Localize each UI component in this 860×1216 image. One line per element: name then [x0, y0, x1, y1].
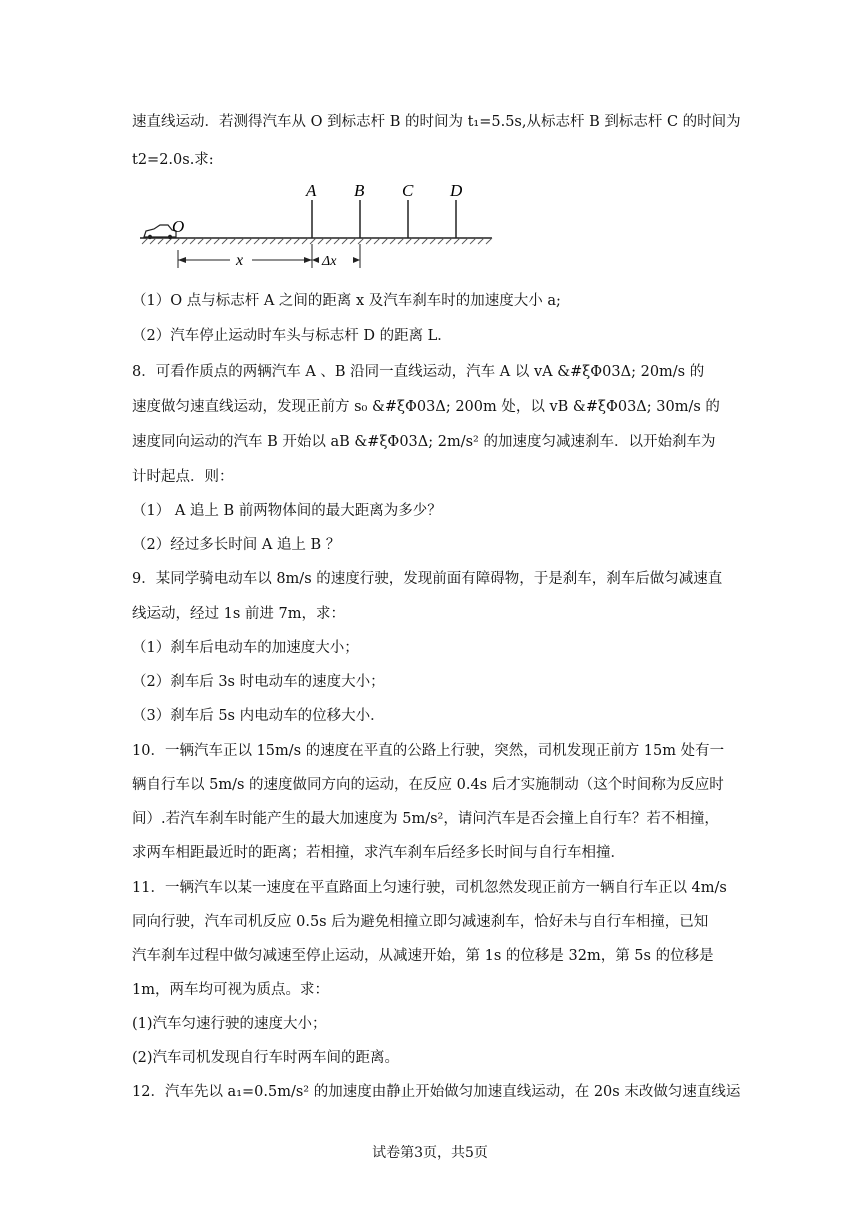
pole-label-a: A: [306, 181, 317, 200]
text-line: 线运动，经过 1s 前进 7m，求：: [132, 606, 345, 622]
dim-arrow-dx-left: [312, 257, 319, 263]
text-line: 8．可看作质点的两辆汽车 A 、B 沿同一直线运动，汽车 A 以 vA &#ξΦ03Δ; 20m/s 的: [132, 364, 705, 380]
text-line: （1）刹车后电动车的加速度大小；: [132, 640, 359, 656]
text-line: 计时起点．则：: [132, 469, 234, 485]
text-line: （2）刹车后 3s 时电动车的速度大小；: [132, 674, 385, 690]
text-line: （3）刹车后 5s 内电动车的位移大小．: [132, 708, 385, 724]
dim-arrow-x-right: [304, 257, 312, 263]
origin-label: O: [172, 217, 185, 236]
text-line: 速度同向运动的汽车 B 开始以 aB &#ξΦ03Δ; 2m/s² 的加速度匀减速刹车．以开始刹车为: [132, 434, 716, 450]
ground-hatching: [142, 238, 492, 244]
text-line: 11．一辆汽车以某一速度在平直路面上匀速行驶，司机忽然发现正前方一辆自行车正以 4m/s: [132, 880, 727, 896]
text-line: 间）.若汽车刹车时能产生的最大加速度为 5m/s²，请问汽车是否会撞上自行车？若不相撞，: [132, 811, 719, 827]
text-line: （1）O 点与标志杆 A 之间的距离 x 及汽车刹车时的加速度大小 a;: [132, 293, 561, 309]
text-line: 同向行驶，汽车司机反应 0.5s 后为避免相撞立即匀减速刹车，恰好未与自行车相撞，已知: [132, 914, 709, 930]
pole-label-d: D: [450, 181, 463, 200]
page-footer: 试卷第3页，共5页: [372, 1145, 488, 1161]
text-line: （2）汽车停止运动时车头与标志杆 D 的距离 L．: [132, 328, 452, 344]
text-line: 辆自行车以 5m/s 的速度做同方向的运动，在反应 0.4s 后才实施制动（这个时间称为反应时: [132, 777, 724, 793]
dim-arrow-dx-right: [353, 257, 360, 263]
text-line: （1） A 追上 B 前两物体间的最大距离为多少？: [132, 503, 442, 519]
text-line: （2）经过多长时间 A 追上 B ？: [132, 537, 341, 553]
text-line: 速直线运动．若测得汽车从 O 到标志杆 B 的时间为 t₁=5.5s,从标志杆 B 到标志杆 C 的时间为: [132, 114, 741, 130]
text-line: t2=2.0s.求:: [132, 152, 214, 168]
text-line: 12．汽车先以 a₁=0.5m/s² 的加速度由静止开始做匀加速直线运动，在 20s 末改做匀速直线运: [132, 1084, 741, 1100]
text-line: 9．某同学骑电动车以 8m/s 的速度行驶，发现前面有障碍物，于是刹车，刹车后做匀减速直: [132, 571, 723, 587]
pole-label-c: C: [402, 181, 414, 200]
text-line: 汽车刹车过程中做匀减速至停止运动，从减速开始，第 1s 的位移是 32m，第 5s 的位移是: [132, 948, 714, 964]
text-line: (1)汽车匀速行驶的速度大小；: [132, 1016, 327, 1032]
dim-label-x: x: [236, 252, 244, 269]
text-line: (2)汽车司机发现自行车时两车间的距离。: [132, 1050, 400, 1066]
road-poles-diagram: [138, 180, 498, 272]
text-line: 求两车相距最近时的距离；若相撞，求汽车刹车后经多长时间与自行车相撞．: [132, 845, 625, 861]
dim-label-dx: Δx: [322, 254, 337, 269]
dim-arrow-x-left: [178, 257, 186, 263]
pole-label-b: B: [354, 181, 365, 200]
text-line: 速度做匀速直线运动，发现正前方 s₀ &#ξΦ03Δ; 200m 处，以 vB &#ξΦ03Δ; 30m/s 的: [132, 399, 720, 415]
text-line: 10．一辆汽车正以 15m/s 的速度在平直的公路上行驶，突然，司机发现正前方 15m 处有一: [132, 743, 725, 759]
text-line: 1m，两车均可视为质点。求：: [132, 982, 329, 998]
